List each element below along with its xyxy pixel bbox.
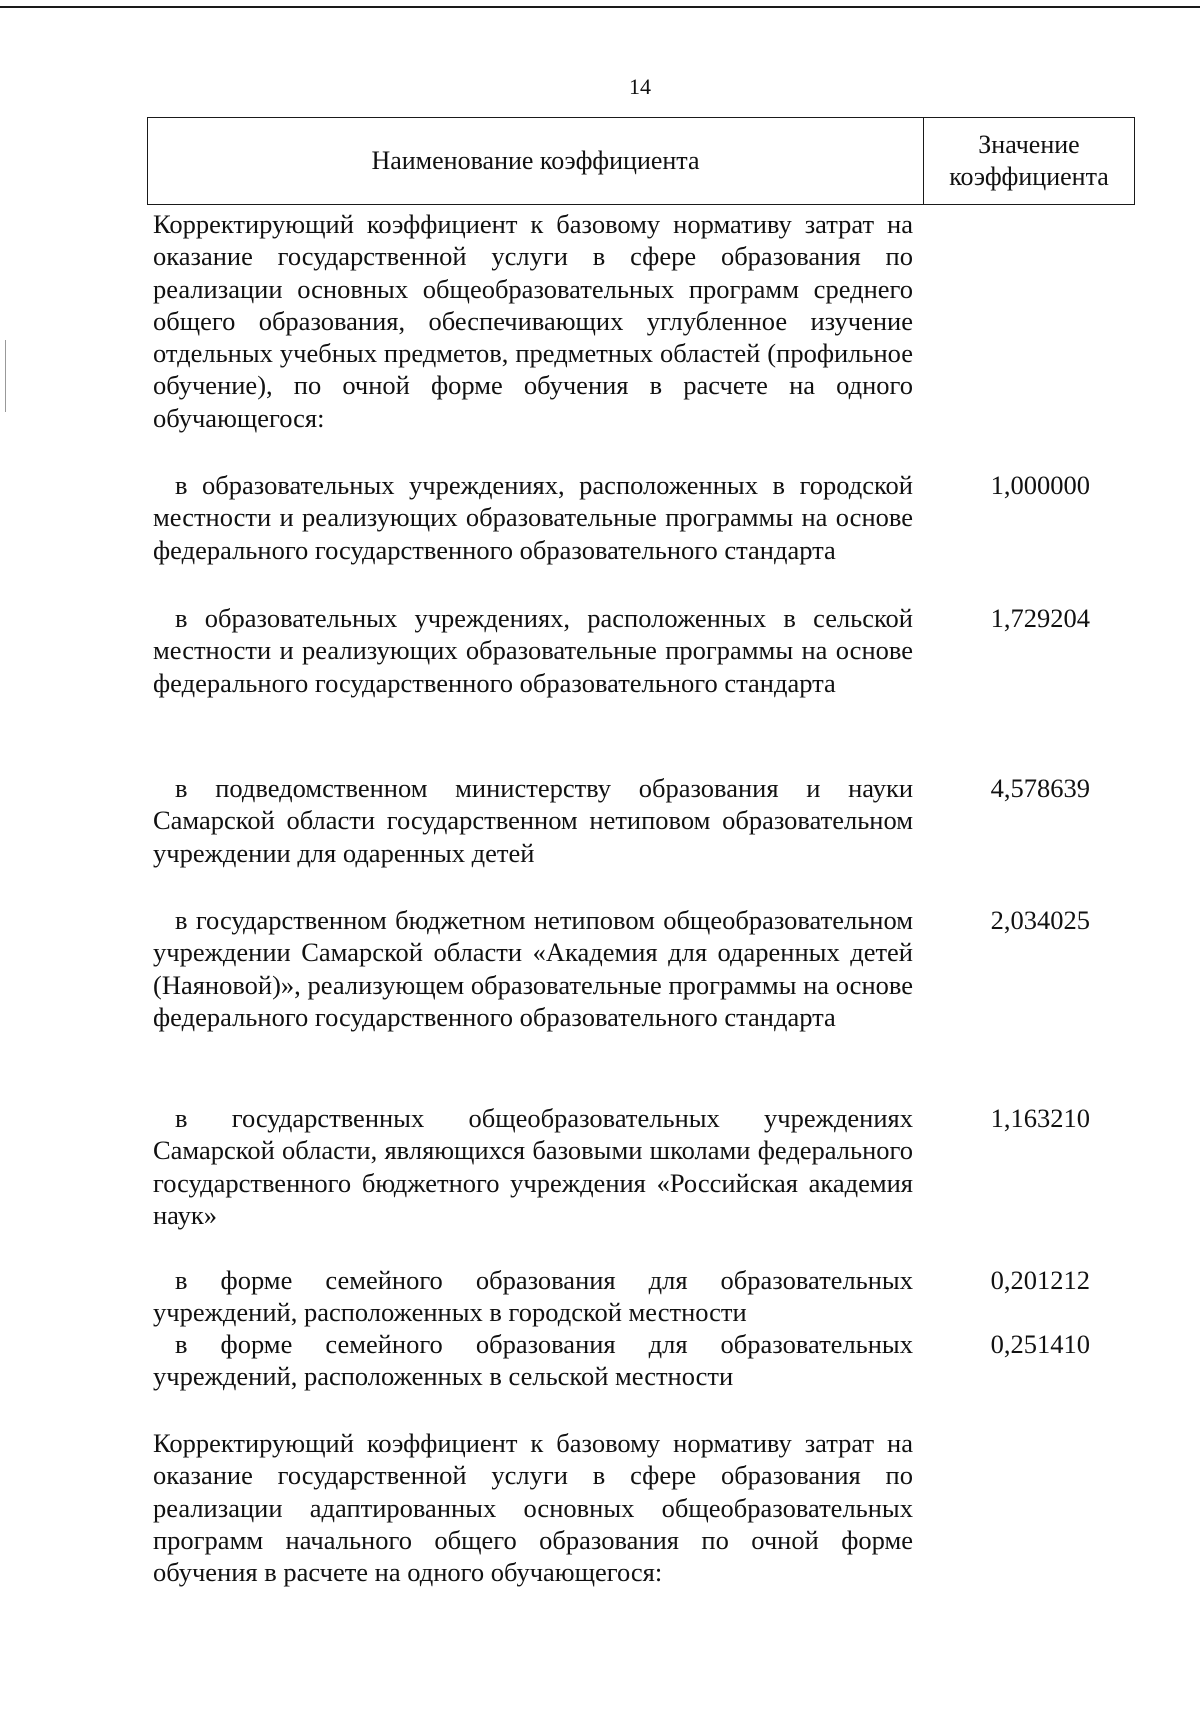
coefficient-row-value: 4,578639 (990, 773, 1090, 803)
top-border-line (0, 6, 1200, 8)
coefficient-row-text: в государственных общеобразовательных учреждениях Самарской области, являющихся базовыми школами федерального государственного бюджетного учреждения «Российская академия наук» (153, 1103, 913, 1230)
coefficient-row-text: в подведомственном министерству образования и науки Самарской области государственном нетиповом образовательном учреждении для одаренных детей (153, 773, 913, 868)
coefficient-row-text: в образовательных учреждениях, расположенных в сельской местности и реализующих образовательные программы на основе федерального государственного образовательного стандарта (153, 603, 913, 698)
coefficient-row-value: 0,251410 (990, 1329, 1090, 1359)
coefficient-row-text: в государственном бюджетном нетиповом общеобразовательном учреждении Самарской области «Академия для одаренных детей (Наяновой)», реализующем образовательные программы на основе федерального государственного образовательного стандарта (153, 905, 913, 1032)
scan-margin-mark (5, 340, 6, 412)
header-value-label: Значение коэффициента (949, 130, 1109, 191)
coefficient-row-value: 1,729204 (990, 603, 1090, 633)
coefficient-row-text: в образовательных учреждениях, расположенных в городской местности и реализующих образовательные программы на основе федерального государственного образовательного стандарта (153, 470, 913, 565)
header-value-column (924, 118, 1134, 204)
coefficient-row-value: 0,201212 (990, 1265, 1090, 1295)
header-name-column (148, 118, 924, 204)
section-heading-1: Корректирующий коэффициент к базовому нормативу затрат на оказание государственной услуги в сфере образования по реализации основных общеобразовательных программ среднего общего образования, обеспечивающих углубленное изучение отдельных учебных предметов, предметных областей (профильное обучение), по очной форме обучения в расчете на одного обучающегося: (153, 209, 913, 433)
coefficient-row-value: 1,163210 (990, 1103, 1090, 1133)
coefficient-row-value: 2,034025 (990, 905, 1090, 935)
coefficient-row-text: в форме семейного образования для образовательных учреждений, расположенных в городской местности (153, 1265, 913, 1328)
coefficient-row-value: 1,000000 (990, 470, 1090, 500)
page-number: 14 (629, 74, 651, 99)
coefficient-row-text: в форме семейного образования для образовательных учреждений, расположенных в сельской местности (153, 1329, 913, 1392)
table-header (147, 117, 1135, 205)
header-name-label: Наименование коэффициента (371, 146, 700, 175)
section-heading-2: Корректирующий коэффициент к базовому нормативу затрат на оказание государственной услуги в сфере образования по реализации адаптированных основных общеобразовательных программ начального общего образования по очной форме обучения в расчете на одного обучающегося: (153, 1428, 913, 1588)
